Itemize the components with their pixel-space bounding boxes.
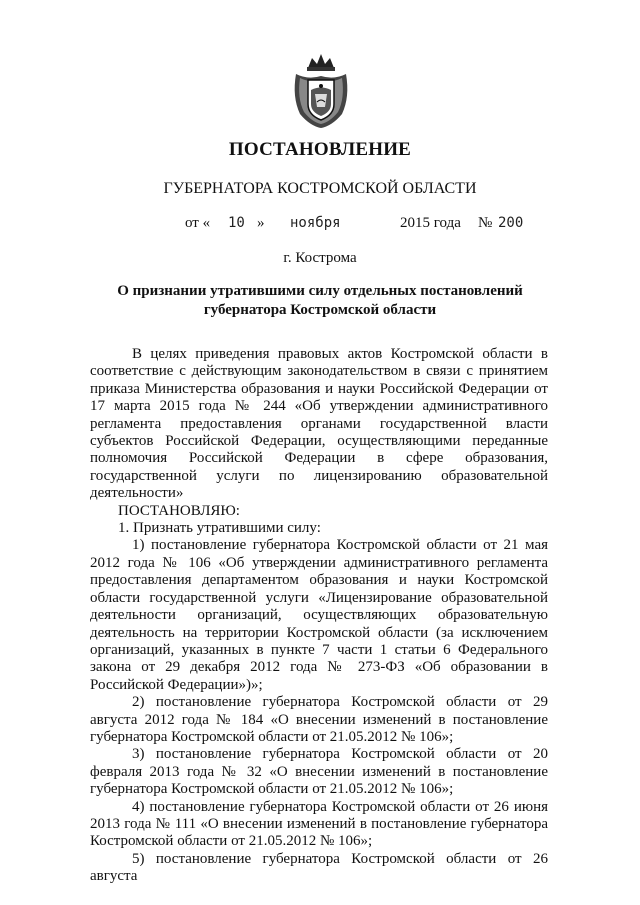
date-prefix: от «	[185, 215, 211, 231]
date-year: 2015 года	[400, 215, 461, 231]
date-close: »	[257, 215, 265, 231]
heading-line: губернатора Костромской области	[203, 302, 437, 318]
decree-word: ПОСТАНОВЛЯЮ:	[118, 502, 240, 519]
preamble-paragraph: В целях приведения правовых актов Костромской области в соответствие с действующим законодательством в связи с принятием приказа Министерства образования и науки Российской Федерации от 17 марта 2015 года № 244 «Об утверждении административного регламента предоставления органами государственной власти субъектов Российской Федерации, осуществляющими переданные полномочия Российской Федерации в сфере образования, государственной услуги по лицензированию образовательной деятельности»	[90, 346, 548, 502]
date-month: ноября	[290, 215, 341, 231]
date-day: 10	[228, 215, 245, 231]
document-body	[90, 346, 548, 886]
subclause-1: 1) постановление губернатора Костромской области от 21 мая 2012 года № 106 «Об утверждении административного регламента предоставления департаментом образования и науки Костромской области государственной услуги «Лицензирование образовательной деятельности организаций, осуществляющих образовательную деятельность на территории Костромской области (за исключением организаций, указанных в пункте 7 части 1 статьи 6 Федерального закона от 29 декабря 2012 года № 273-ФЗ «Об образовании в Российской Федерации»)»;	[90, 537, 548, 693]
document-number: 200	[498, 215, 524, 231]
subclause-5: 5) постановление губернатора Костромской области от 26 августа	[90, 850, 548, 885]
city: г. Кострома	[283, 250, 357, 266]
subclause-3: 3) постановление губернатора Костромской области от 20 февраля 2013 года № 32 «О внесении изменений в постановление губернатора Костромской области от 21.05.2012 № 106»;	[90, 746, 548, 798]
document-heading	[70, 282, 570, 320]
number-sign: №	[478, 215, 493, 231]
clause-1: 1. Признать утратившими силу:	[118, 520, 321, 537]
subclause-2: 2) постановление губернатора Костромской области от 29 августа 2012 года № 184 «О внесении изменений в постановление губернатора Костромской области от 21.05.2012 № 106»;	[90, 694, 548, 745]
coat-of-arms-icon	[290, 52, 352, 130]
document-type: ПОСТАНОВЛЕНИЕ	[228, 139, 412, 160]
heading-line: О признании утратившими силу отдельных постановлений	[117, 283, 523, 299]
issuer: ГУБЕРНАТОРА КОСТРОМСКОЙ ОБЛАСТИ	[163, 180, 477, 197]
subclause-4: 4) постановление губернатора Костромской области от 26 июня 2013 года № 111 «О внесении изменений в постановление губернатора Костромской области от 21.05.2012 № 106»;	[90, 798, 548, 850]
